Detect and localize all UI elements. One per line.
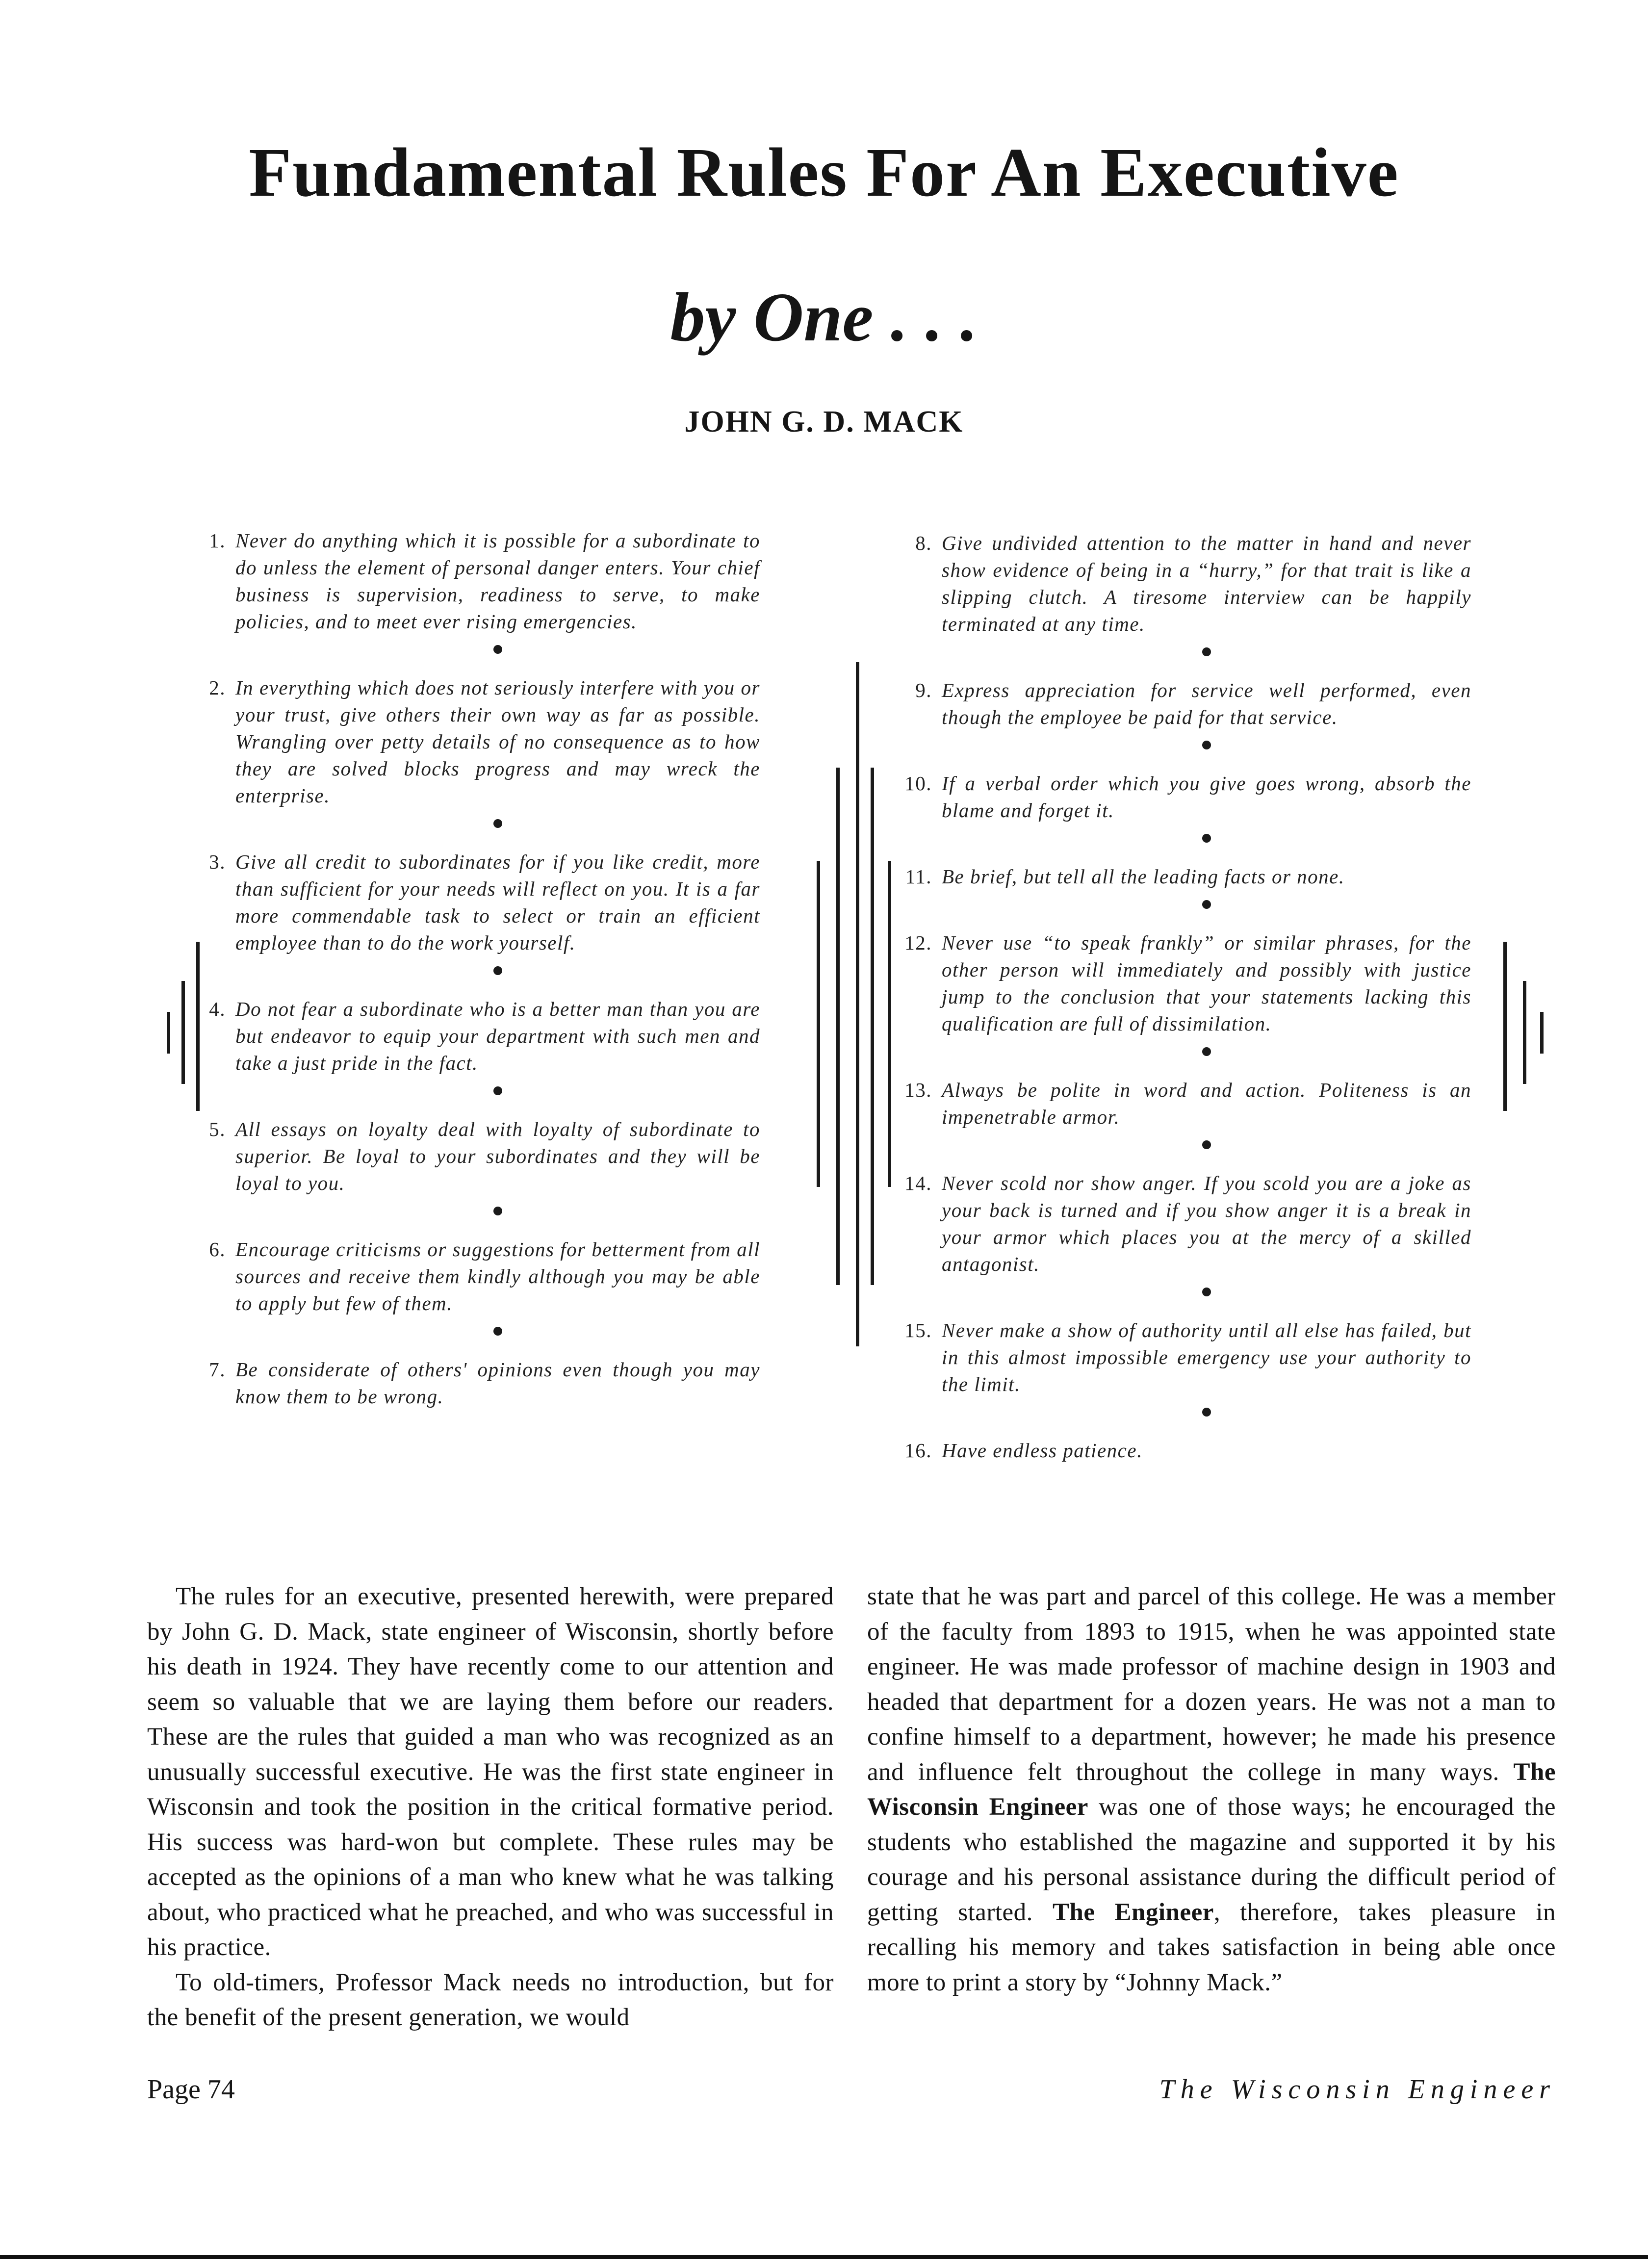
- rule-text: Never use “to speak frankly” or similar phrases, for the other person will immediately and possibly with justice jump to the conclusion that your statements lacking this qualification are full of dissimilation.: [942, 931, 1471, 1035]
- bullet-separator: [1202, 1408, 1211, 1417]
- rule-text: In everything which does not seriously interfere with you or your trust, give others their own way as far as possible. Wrangling over petty details of no consequence as to how they are solved blocks progress and may wreck the enterprise.: [235, 676, 760, 807]
- decorative-line: [836, 768, 840, 1285]
- rule-number: 4.: [209, 998, 226, 1020]
- bullet-separator: [493, 1086, 502, 1095]
- body-text: state that he was part and parcel of this college. He was a member of the faculty from 1893 to 1915, when he was appointed state engineer. He was made professor of machine design in 1903 and headed that department for a dozen years. He was not a man to confine himself to a department, however; he made his presence and influence felt throughout the college in many ways.: [867, 1583, 1556, 1786]
- rule-text: Have endless patience.: [942, 1439, 1143, 1462]
- rule-number: 14.: [904, 1172, 932, 1194]
- bullet-separator: [493, 966, 502, 975]
- rule-number: 8.: [915, 532, 932, 554]
- rule-number: 13.: [904, 1079, 932, 1101]
- magazine-short-name: The Engineer: [1052, 1898, 1214, 1926]
- rule-text: Express appreciation for service well performed, even though the employee be paid for that service.: [942, 679, 1471, 728]
- magazine-name: The Wisconsin Engineer: [867, 1758, 1556, 1821]
- decorative-line: [181, 981, 185, 1084]
- rule-text: Always be polite in word and action. Politeness is an impenetrable armor.: [942, 1079, 1471, 1128]
- rule-item: [209, 1116, 760, 1197]
- rule-text: Do not fear a subordinate who is a better man than you are but endeavor to equip your department with such men and take a just pride in the fact.: [235, 998, 760, 1074]
- decorative-line: [196, 942, 200, 1111]
- rule-number: 16.: [904, 1439, 932, 1462]
- rule-number: 9.: [915, 679, 932, 701]
- bullet-separator: [1202, 1288, 1211, 1296]
- rule-item: [209, 849, 760, 956]
- rule-number: 12.: [904, 931, 932, 954]
- rule-number: 11.: [905, 865, 932, 888]
- decorative-line: [871, 768, 874, 1285]
- rule-item: [904, 770, 1471, 824]
- bullet-separator: [493, 1327, 502, 1336]
- rule-text: Give all credit to subordinates for if you like credit, more than sufficient for your needs will reflect on you. It is a far more commendable task to select or train an efficient employee than to do the work yourself.: [235, 850, 760, 954]
- rule-item: [209, 527, 760, 635]
- rule-number: 3.: [209, 850, 226, 873]
- bullet-separator: [493, 645, 502, 654]
- body-column-left: [147, 1579, 834, 2036]
- rule-item: [915, 530, 1471, 638]
- body-paragraph: To old-timers, Professor Mack needs no introduction, but for the benefit of the present generation, we would: [147, 1968, 834, 2031]
- body-paragraph: [867, 1579, 1556, 2000]
- rule-item: [209, 1356, 760, 1410]
- rule-text: Never make a show of authority until all else has failed, but in this almost impossible emergency use your authority to the limit.: [942, 1319, 1471, 1395]
- decorative-line: [888, 861, 891, 1187]
- rule-text: Be brief, but tell all the leading facts or none.: [942, 865, 1345, 888]
- rule-number: 7.: [209, 1358, 226, 1381]
- body-column-right: [867, 1579, 1556, 2000]
- rule-text: All essays on loyalty deal with loyalty of subordinate to superior. Be loyal to your subordinates and they will be loyal to you.: [235, 1118, 760, 1194]
- rule-text: Encourage criticisms or suggestions for betterment from all sources and receive them kindly although you may be able to apply but few of them.: [235, 1238, 760, 1314]
- body-paragraph: The rules for an executive, presented herewith, were prepared by John G. D. Mack, state engineer of Wisconsin, shortly before his death in 1924. They have recently come to our attention and seem so valuable that we are laying them before our readers. These are the rules that guided a man who was recognized as an unusually successful executive. He was the first state engineer in Wisconsin and took the position in the critical formative period. His success was hard-won but complete. These rules may be accepted as the opinions of a man who knew what he was talking about, who practiced what he preached, and who was successful in his practice.: [147, 1583, 834, 1961]
- rule-text: If a verbal order which you give goes wrong, absorb the blame and forget it.: [942, 772, 1471, 822]
- rule-item: [904, 929, 1471, 1037]
- bullet-separator: [1202, 1140, 1211, 1149]
- decorative-line: [1503, 942, 1507, 1111]
- bullet-separator: [1202, 1047, 1211, 1056]
- article-author: JOHN G. D. MACK: [684, 405, 964, 438]
- rule-number: 5.: [209, 1118, 226, 1140]
- bullet-separator: [493, 819, 502, 828]
- rules-column-left: [209, 527, 760, 1410]
- rule-item: [915, 677, 1471, 731]
- bullet-separator: [1202, 741, 1211, 749]
- publication-name: The Wisconsin Engineer: [1159, 2074, 1556, 2105]
- rule-item: [209, 674, 760, 809]
- decorative-line: [817, 861, 820, 1187]
- bullet-separator: [1202, 900, 1211, 909]
- rule-item: [905, 863, 1471, 890]
- rule-item: [904, 1437, 1471, 1464]
- bullet-separator: [1202, 647, 1211, 656]
- rule-text: Be considerate of others' opinions even though you may know them to be wrong.: [235, 1358, 760, 1408]
- page-number: Page 74: [147, 2074, 235, 2105]
- bullet-separator: [1202, 834, 1211, 843]
- article-title: Fundamental Rules For An Executive: [249, 133, 1399, 211]
- rule-text: Never do anything which it is possible for a subordinate to do unless the element of personal danger enters. Your chief business is supervision, readiness to serve, to make policies, and to meet ever rising emergencies.: [235, 529, 760, 633]
- rule-item: [209, 996, 760, 1077]
- rule-item: [904, 1077, 1471, 1131]
- rule-text: Never scold nor show anger. If you scold you are a joke as your back is turned and if you show anger it is a break in your armor which places you at the mercy of a skilled antagonist.: [942, 1172, 1471, 1275]
- page-bottom-border: [0, 2255, 1648, 2259]
- rule-number: 10.: [904, 772, 932, 795]
- rule-item: [904, 1317, 1471, 1398]
- rules-column-right: [904, 530, 1471, 1464]
- rule-number: 2.: [209, 676, 226, 699]
- body-text: was one of those ways; he encouraged the students who established the magazine and supported it by his courage and his personal assistance during the difficult period of getting started.: [867, 1793, 1556, 1926]
- rule-text: Give undivided attention to the matter in hand and never show evidence of being in a “hurry,” for that trait is like a slipping clutch. A tiresome interview can be happily terminated at any time.: [942, 532, 1471, 635]
- decorative-line: [1540, 1012, 1544, 1054]
- rule-number: 6.: [209, 1238, 226, 1261]
- article-subtitle: by One . . .: [670, 278, 978, 356]
- decorative-line: [167, 1012, 170, 1054]
- bullet-separator: [493, 1207, 502, 1215]
- body-text: , therefore, takes pleasure in recalling his memory and takes satisfaction in being able once more to print a story by “Johnny Mack.”: [867, 1898, 1556, 1996]
- decorative-line: [856, 662, 859, 1346]
- decorative-line: [1523, 981, 1526, 1084]
- rule-number: 15.: [904, 1319, 932, 1341]
- rule-number: 1.: [209, 529, 226, 552]
- rule-item: [904, 1170, 1471, 1278]
- rule-item: [209, 1236, 760, 1317]
